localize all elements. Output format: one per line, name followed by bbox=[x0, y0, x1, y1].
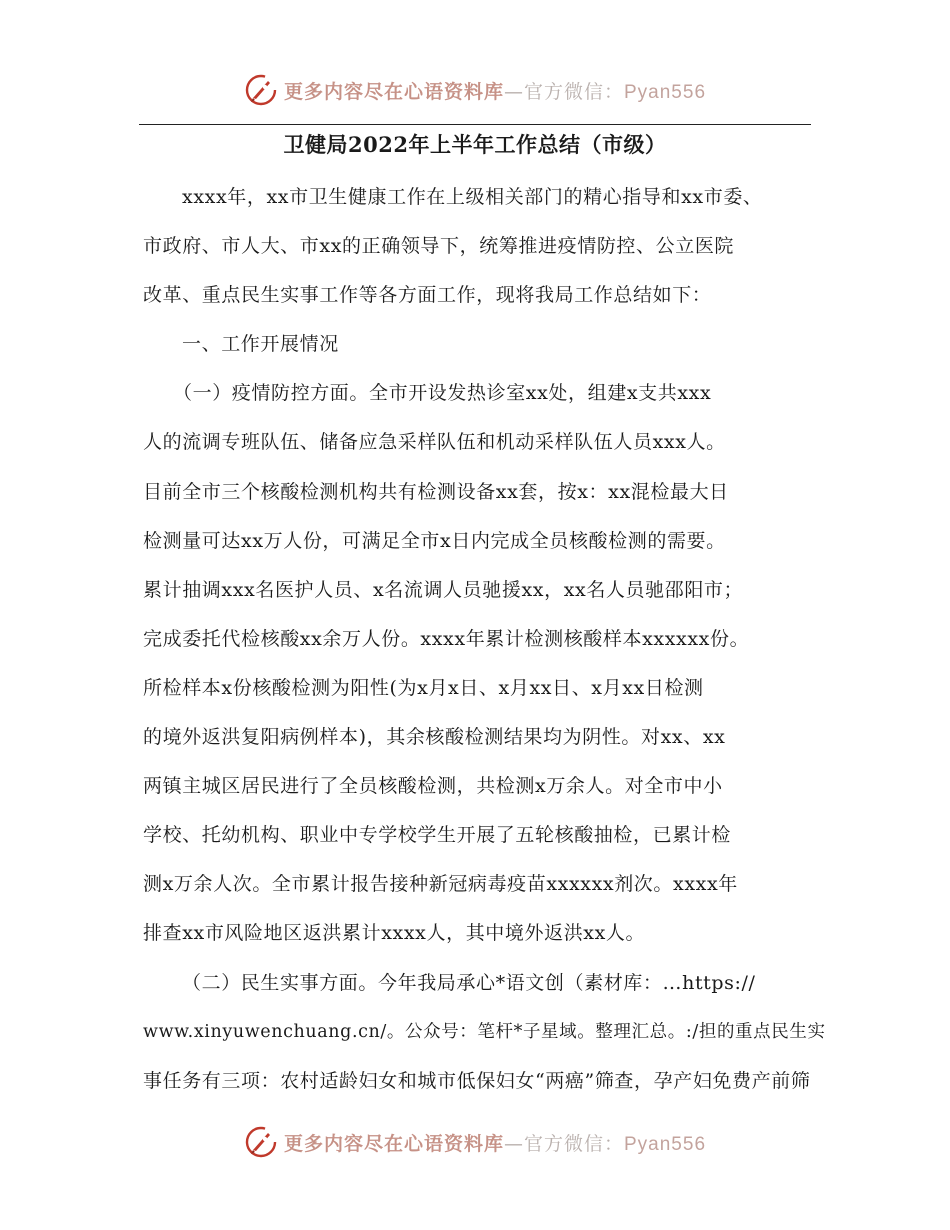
body-line: 检测量可达xx万人份，可满足全市x日内完成全员核酸检测的需要。 bbox=[143, 529, 726, 552]
watermark-wechat-id: Pyan556 bbox=[624, 81, 707, 103]
body-line: 事任务有三项：农村适龄妇女和城市低保妇女“两癌”筛查，孕产妇免费产前筛 bbox=[143, 1069, 811, 1092]
body-line: 人的流调专班队伍、储备应急采样队伍和机动采样队伍人员xxx人。 bbox=[143, 431, 726, 454]
footer-watermark bbox=[0, 1122, 950, 1162]
body-line: 目前全市三个核酸检测机构共有检测设备xx套，按x：xx混检最大日 bbox=[143, 480, 729, 503]
body-line: 完成委托代检核酸xx余万人份。xxxx年累计检测核酸样本xxxxxx份。 bbox=[143, 627, 750, 650]
quill-logo-icon bbox=[244, 1125, 278, 1159]
body-line: 市政府、市人大、市xx的正确领导下，统筹推进疫情防控、公立医院 bbox=[143, 235, 735, 258]
watermark-brand: 更多内容尽在心语资料库 bbox=[283, 80, 504, 103]
body-line: 改革、重点民生实事工作等各方面工作，现将我局工作总结如下： bbox=[143, 284, 712, 307]
body-line: xxxx年，xx市卫生健康工作在上级相关部门的精心指导和xx市委、 bbox=[182, 186, 763, 208]
watermark-wechat-id: Pyan556 bbox=[624, 1133, 707, 1155]
watermark-text bbox=[284, 77, 706, 104]
header-divider bbox=[139, 124, 811, 125]
watermark-brand: 更多内容尽在心语资料库 bbox=[283, 1132, 504, 1155]
body-line: 测x万余人次。全市累计报告接种新冠病毒疫苗xxxxxx剂次。xxxx年 bbox=[143, 873, 738, 896]
header-watermark bbox=[0, 70, 950, 110]
body-line: www.xinyuwenchuang.cn/。公众号：笔杆*子星域。整理汇总。:/担的重点民生实 bbox=[143, 1021, 826, 1042]
body-line: 两镇主城区居民进行了全员核酸检测，共检测x万余人。对全市中小 bbox=[143, 775, 723, 798]
watermark-label: 官方微信： bbox=[523, 1132, 624, 1155]
watermark-label: 官方微信： bbox=[523, 80, 624, 103]
section-heading: 一、工作开展情况 bbox=[182, 333, 339, 356]
body-line: 的境外返洪复阳病例样本)，其余核酸检测结果均为阴性。对xx、xx bbox=[143, 726, 726, 749]
document-title: 卫健局2022年上半年工作总结（市级） bbox=[283, 132, 667, 157]
watermark-separator: — bbox=[503, 80, 524, 103]
body-line: 学校、托幼机构、职业中专学校学生开展了五轮核酸抽检，已累计检 bbox=[143, 824, 732, 847]
body-line: 累计抽调xxx名医护人员、x名流调人员驰援xx，xx名人员驰邵阳市； bbox=[143, 578, 744, 601]
body-line: 所检样本x份核酸检测为阳性(为x月x日、x月xx日、x月xx日检测 bbox=[143, 676, 704, 699]
watermark-separator: — bbox=[503, 1132, 524, 1155]
body-line: （一）疫情防控方面。全市开设发热诊室xx处，组建x支共xxx bbox=[173, 382, 712, 405]
quill-logo-icon bbox=[244, 73, 278, 107]
body-line: （二）民生实事方面。今年我局承心*语文创（素材库：…https:// bbox=[182, 971, 756, 994]
watermark-text bbox=[284, 1129, 706, 1156]
body-line: 排查xx市风险地区返洪累计xxxx人，其中境外返洪xx人。 bbox=[143, 922, 646, 945]
document-body bbox=[143, 173, 826, 1106]
